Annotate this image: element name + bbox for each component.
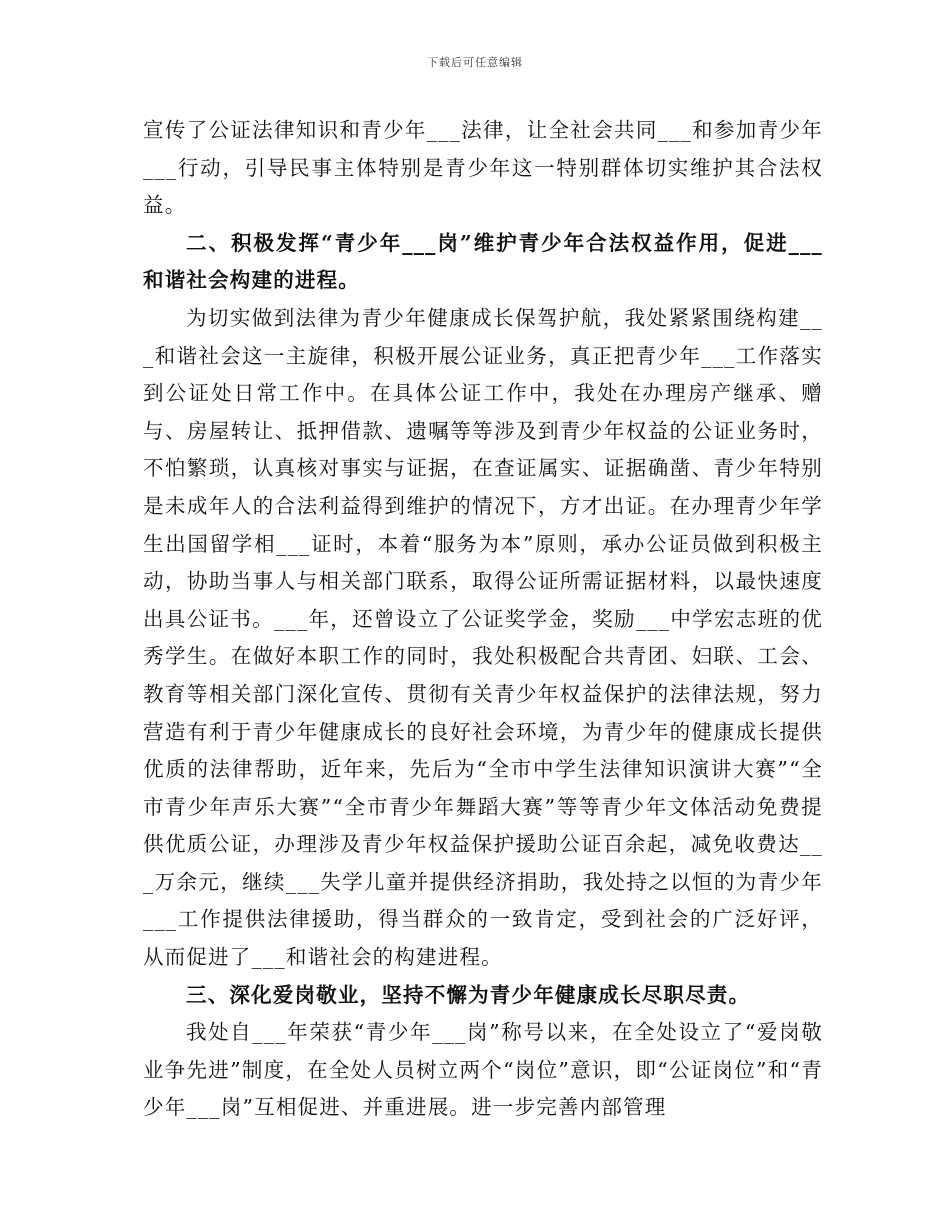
section-heading-three: 三、深化爱岗敬业，坚持不懈为青少年健康成长尽职尽责。 xyxy=(186,982,751,1007)
paragraph-continuation: 宣传了公证法律知识和青少年___法律，让全社会共同___和参加青少年___行动，引导民事主体特别是青少年这一特别群体切实维护其合法权益。 xyxy=(143,118,823,218)
document-body xyxy=(143,112,823,1127)
paragraph-section-three-body: 我处自___年荣获“青少年___岗”称号以来，在全处设立了“爱岗敬业争先进”制度，在全处人员树立两个“岗位”意识，即“公证岗位”和“青少年___岗”互相促进、并重进展。进一步完善内部管理 xyxy=(143,1020,823,1120)
page-header: 下载后可任意编辑 xyxy=(427,56,523,69)
paragraph-section-two-body: 为切实做到法律为青少年健康成长保驾护航，我处紧紧围绕构建___和谐社会这一主旋律，积极开展公证业务，真正把青少年___工作落实到公证处日常工作中。在具体公证工作中，我处在办理房产继承、赠与、房屋转让、抵押借款、遗嘱等等涉及到青少年权益的公证业务时，不怕繁琐，认真核对事实与证据，在查证属实、证据确凿、青少年特别是未成年人的合法利益得到维护的情况下，方才出证。在办理青少年学生出国留学相___证时，本着“服务为本”原则，承办公证员做到积极主动，协助当事人与相关部门联系，取得公证所需证据材料，以最快速度出具公证书。___年，还曾设立了公证奖学金，奖励___中学宏志班的优秀学生。在做好本职工作的同时，我处积极配合共青团、妇联、工会、教育等相关部门深化宣传、贯彻有关青少年权益保护的法律法规，努力营造有利于青少年健康成长的良好社会环境，为青少年的健康成长提供优质的法律帮助，近年来，先后为“全市中学生法律知识演讲大赛”“全市青少年声乐大赛”“全市青少年舞蹈大赛”等等青少年文体活动免费提供优质公证，办理涉及青少年权益保护援助公证百余起，减免收费达___万余元，继续___失学儿童并提供经济捐助，我处持之以恒的为青少年___工作提供法律援助，得当群众的一致肯定，受到社会的广泛好评，从而促进了___和谐社会的构建进程。 xyxy=(143,305,823,970)
section-heading-two: 二、积极发挥“青少年___岗”维护青少年合法权益作用，促进___和谐社会构建的进程。 xyxy=(143,230,823,293)
